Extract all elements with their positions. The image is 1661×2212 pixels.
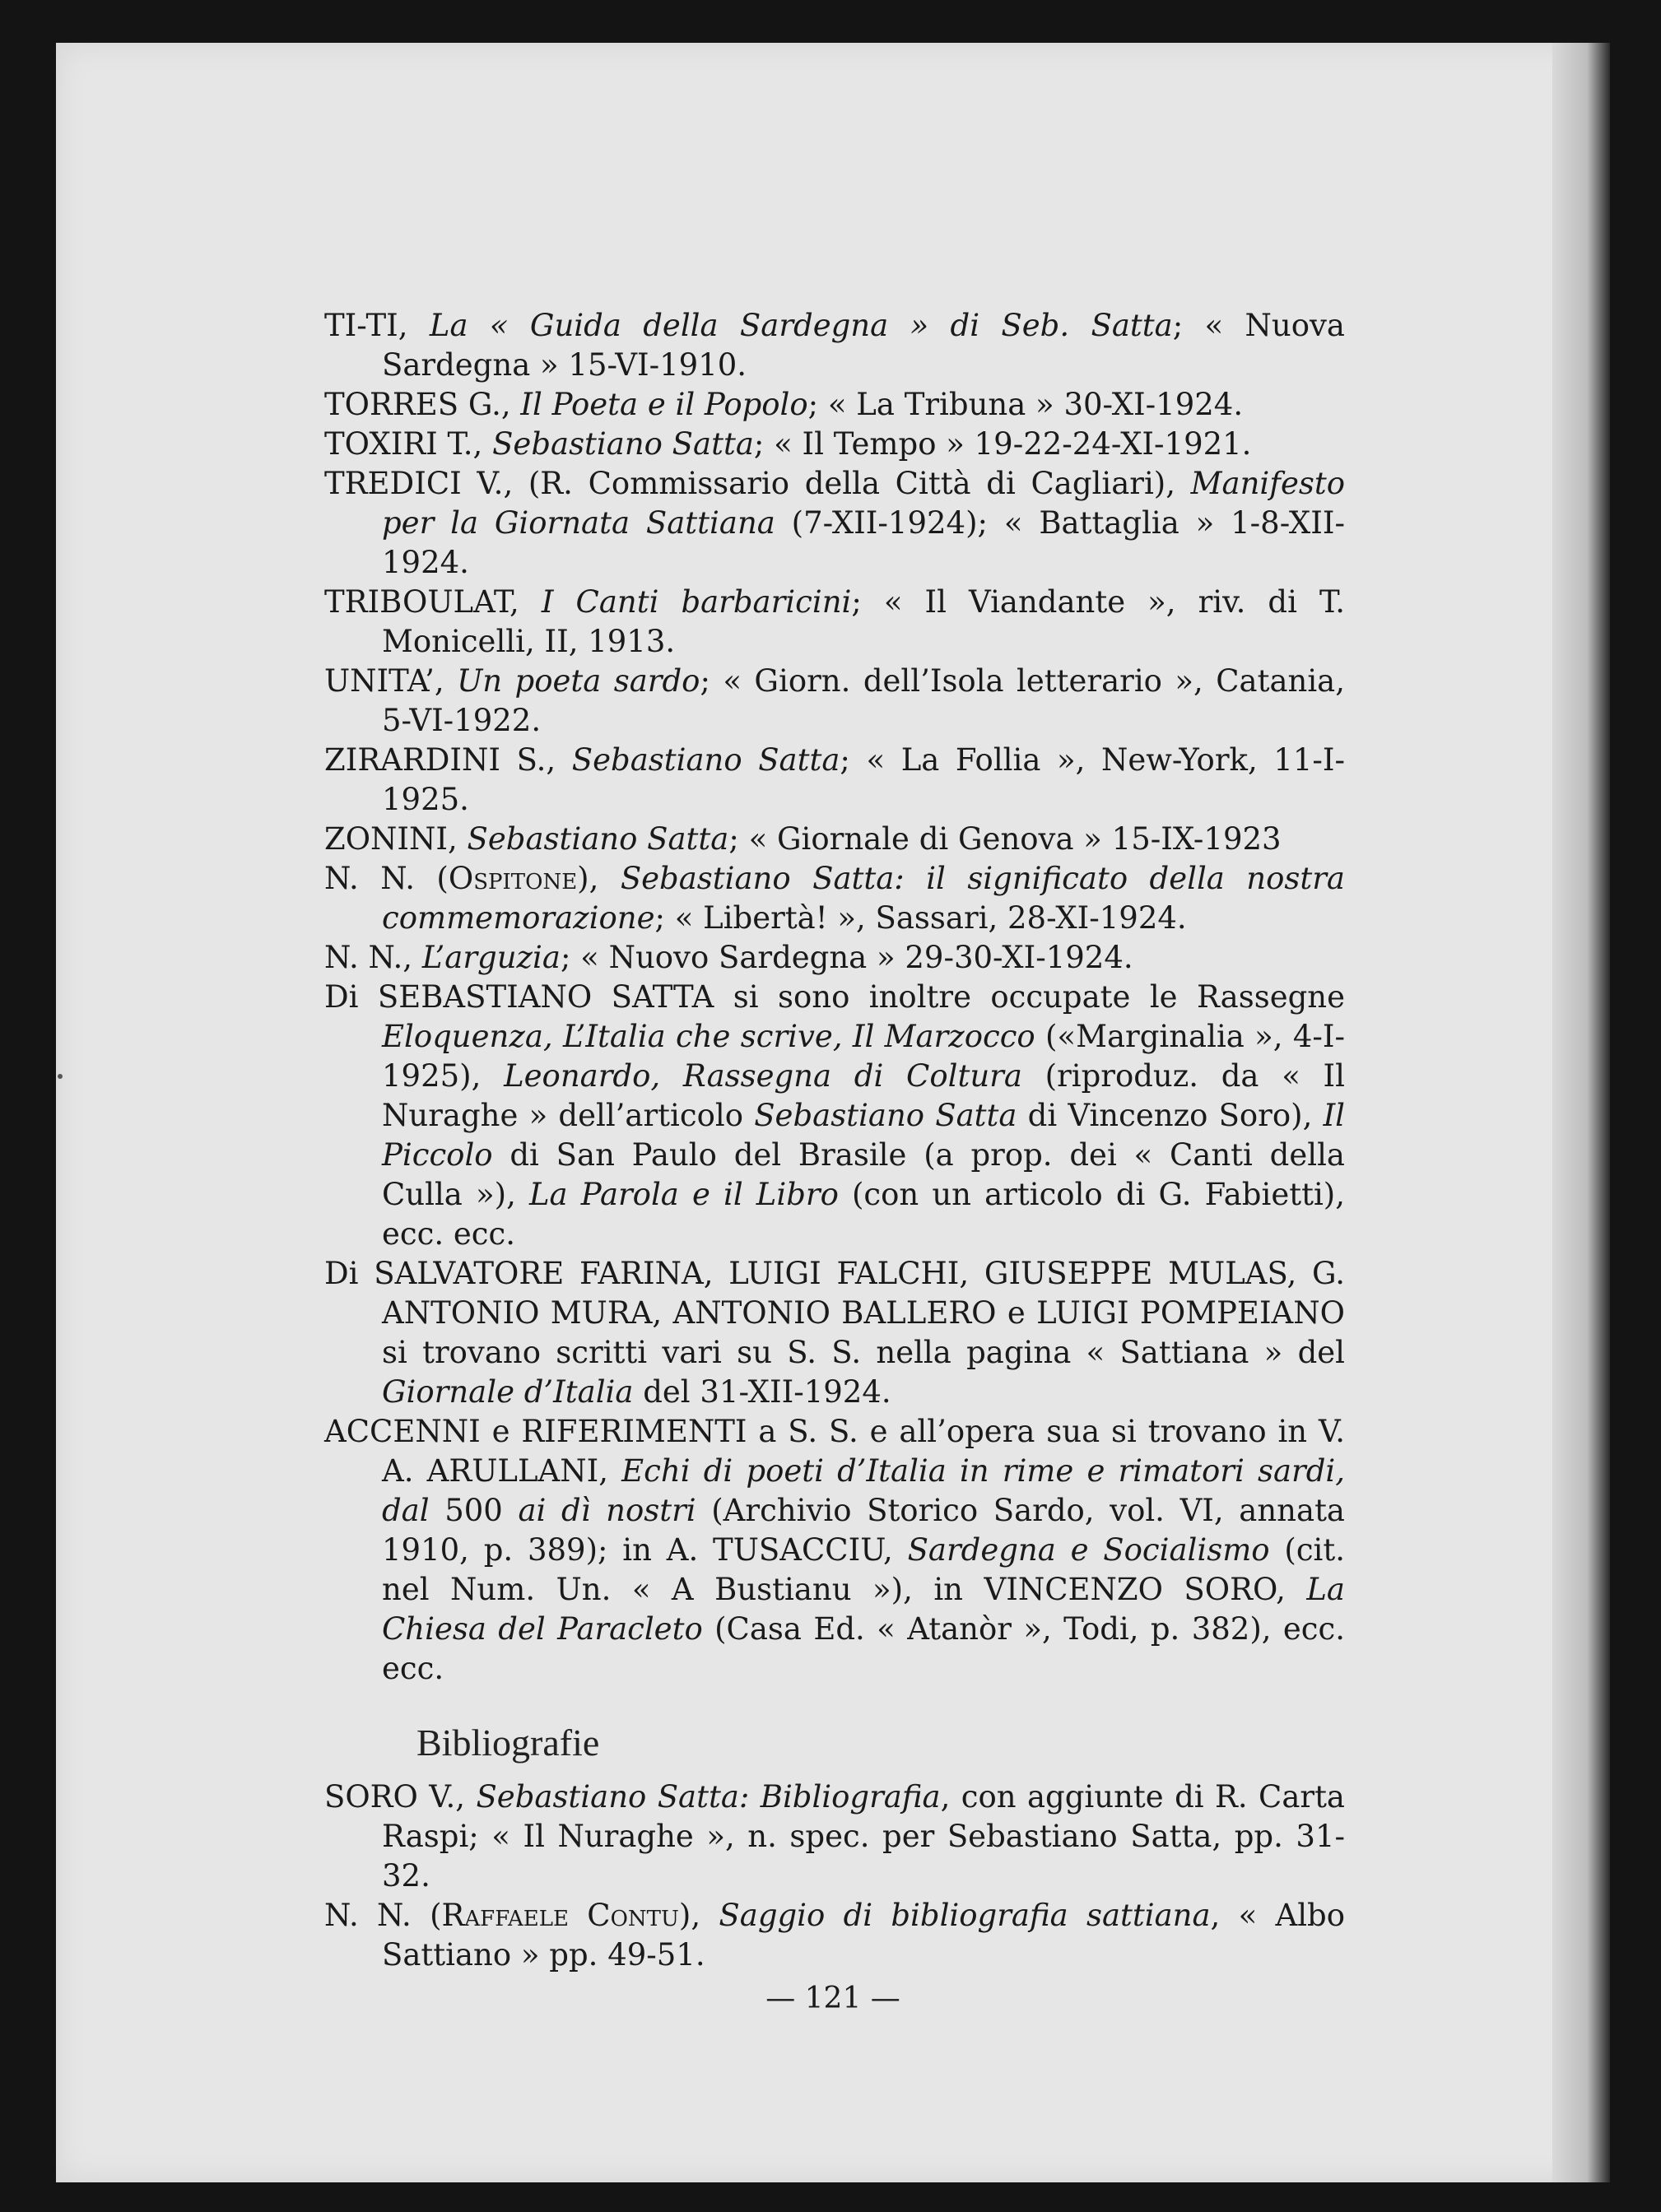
reference-entry: TOXIRI T., Sebastiano Satta; « Il Tempo » 19-22-24-XI-1921. <box>324 426 1252 462</box>
book-page <box>56 43 1610 2182</box>
reference-entry: ACCENNI e RIFERIMENTI a S. S. e all’opera sua si trovano in V. A. ARULLANI, Echi di poeti d’Italia in rime e rimatori sardi, dal 500 ai dì nostri (Archivio Storico Sardo, vol. VI, annata 1910, p. 389); in A. TUSACCIU, Sardegna e Socialismo (cit. nel Num. Un. « A Bustianu »), in VINCENZO SORO, La Chiesa del Paracleto (Casa Ed. « Atanòr », Todi, p. 382), ecc. ecc. <box>324 1414 1345 1686</box>
margin-mark <box>58 1074 63 1079</box>
reference-entry: TRIBOULAT, I Canti barbaricini; « Il Viandante », riv. di T. Monicelli, II, 1913. <box>324 584 1345 659</box>
reference-entry: ZIRARDINI S., Sebastiano Satta; « La Follia », New-York, 11-I-1925. <box>324 742 1345 817</box>
page-edge <box>1552 43 1610 2182</box>
reference-entry: UNITA’, Un poeta sardo; « Giorn. dell’Isola letterario », Catania, 5-VI-1922. <box>324 663 1345 738</box>
reference-entry: Di SALVATORE FARINA, LUIGI FALCHI, GIUSEPPE MULAS, G. ANTONIO MURA, ANTONIO BALLERO e LUIGI POMPEIANO si trovano scritti vari su S. S. nella pagina « Sattiana » del Giornale d’Italia del 31-XII-1924. <box>324 1256 1345 1410</box>
reference-entry: TORRES G., Il Poeta e il Popolo; « La Tribuna » 30-XI-1924. <box>324 387 1244 422</box>
bibliography-list <box>324 1778 1345 1975</box>
page-number: — 121 — <box>765 1982 900 2015</box>
entries-list <box>324 306 1345 1689</box>
bibliography-entry: N. N. (Raffaele Contu), Saggio di bibliografia sattiana, « Albo Sattiano » pp. 49-51. <box>324 1898 1346 1973</box>
section-title: Bibliografie <box>416 1722 600 1764</box>
text-block <box>324 306 1345 1975</box>
reference-entry: N. N., L’arguzia; « Nuovo Sardegna » 29-30-XI-1924. <box>324 940 1133 975</box>
reference-entry: TI-TI, La « Guida della Sardegna » di Seb. Satta; « Nuova Sardegna » 15-VI-1910. <box>324 308 1345 383</box>
reference-entry: TREDICI V., (R. Commissario della Città di Cagliari), Manifesto per la Giornata Sattiana (7-XII-1924); « Battaglia » 1-8-XII-1924. <box>324 466 1345 580</box>
reference-entry: Di SEBASTIANO SATTA si sono inoltre occupate le Rassegne Eloquenza, L’Italia che scrive, Il Marzocco («Marginalia », 4-I-1925), Leonardo, Rassegna di Coltura (riproduz. da « Il Nuraghe » dell’articolo Sebastiano Satta di Vincenzo Soro), Il Piccolo di San Paulo del Brasile (a prop. dei « Canti della Culla »), La Parola e il Libro (con un articolo di G. Fabietti), ecc. ecc. <box>324 979 1346 1252</box>
reference-entry: ZONINI, Sebastiano Satta; « Giornale di Genova » 15-IX-1923 <box>324 821 1282 857</box>
reference-entry: N. N. (Ospitone), Sebastiano Satta: il significato della nostra commemorazione; « Libertà! », Sassari, 28-XI-1924. <box>324 861 1345 936</box>
bibliography-entry: SORO V., Sebastiano Satta: Bibliografia, con aggiunte di R. Carta Raspi; « Il Nuraghe », n. spec. per Sebastiano Satta, pp. 31-32. <box>324 1779 1345 1894</box>
